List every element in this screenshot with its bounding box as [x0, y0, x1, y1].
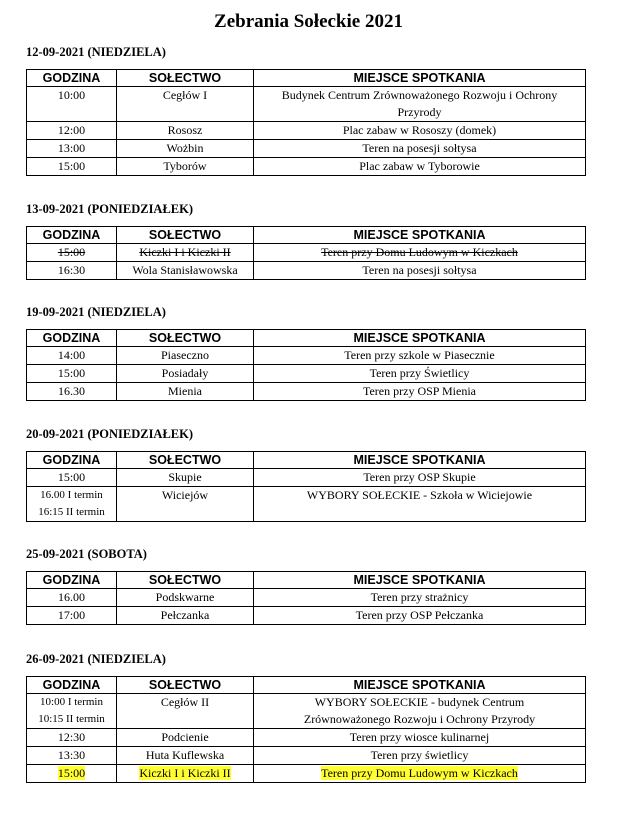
cell-time: 13:30: [27, 747, 117, 765]
meeting-section: [26, 651, 585, 783]
table-header-row: [27, 572, 586, 589]
cell-time: 15:00: [27, 365, 117, 383]
header-miejsce: MIEJSCE SPOTKANIA: [254, 70, 586, 87]
cell-village: Pełczanka: [117, 607, 254, 625]
cell-time: 16.30: [27, 383, 117, 401]
table-row: [27, 244, 586, 262]
cell-village: Podskwarne: [117, 589, 254, 607]
cell-time: 16:30: [27, 262, 117, 280]
table-row: [27, 122, 586, 140]
meeting-section: [26, 304, 585, 401]
cell-place: Teren przy Świetlicy: [254, 365, 586, 383]
table-row: [27, 469, 586, 487]
table-row: [27, 87, 586, 122]
header-miejsce: MIEJSCE SPOTKANIA: [254, 572, 586, 589]
meeting-table: [26, 226, 586, 280]
cell-place: Teren przy świetlicy: [254, 747, 586, 765]
table-row: [27, 589, 586, 607]
table-row: [27, 765, 586, 783]
cell-village: Piaseczno: [117, 347, 254, 365]
cell-time: 15:00: [27, 765, 117, 783]
table-row: [27, 365, 586, 383]
cell-place: Teren przy strażnicy: [254, 589, 586, 607]
cell-time: 17:00: [27, 607, 117, 625]
meeting-section: [26, 546, 585, 625]
header-godzina: GODZINA: [27, 677, 117, 694]
table-header-row: [27, 227, 586, 244]
cell-time: 16.00 I termin 16:15 II termin: [27, 487, 117, 522]
cell-village: Cegłów II: [117, 694, 254, 729]
cell-place: WYBORY SOŁECKIE - budynek Centrum Zrównoważonego Rozwoju i Ochrony Przyrody: [254, 694, 586, 729]
cell-place: Budynek Centrum Zrównoważonego Rozwoju i Ochrony Przyrody: [254, 87, 586, 122]
table-row: [27, 747, 586, 765]
cell-time: 12:00: [27, 122, 117, 140]
table-row: [27, 729, 586, 747]
cell-time: 15:00: [27, 469, 117, 487]
cell-village: Kiczki I i Kiczki II: [117, 244, 254, 262]
section-date: 19-09-2021 (NIEDZIELA): [26, 305, 166, 319]
cell-place: Plac zabaw w Tyborowie: [254, 158, 586, 176]
meeting-table: [26, 329, 586, 401]
section-date: 13-09-2021 (PONIEDZIAŁEK): [26, 202, 194, 216]
section-date: 26-09-2021 (NIEDZIELA): [26, 652, 166, 666]
cell-time: 16.00: [27, 589, 117, 607]
table-row: [27, 347, 586, 365]
cell-village: Podcienie: [117, 729, 254, 747]
table-row: [27, 487, 586, 522]
cell-place: Plac zabaw w Rososzy (domek): [254, 122, 586, 140]
meeting-section: [26, 201, 585, 280]
cell-place: Teren przy OSP Mienia: [254, 383, 586, 401]
cell-village: Cegłów I: [117, 87, 254, 122]
section-date: 20-09-2021 (PONIEDZIAŁEK): [26, 427, 194, 441]
header-miejsce: MIEJSCE SPOTKANIA: [254, 227, 586, 244]
meeting-section: [26, 44, 585, 176]
header-godzina: GODZINA: [27, 227, 117, 244]
cell-village: Mienia: [117, 383, 254, 401]
cell-village: Posiadały: [117, 365, 254, 383]
header-miejsce: MIEJSCE SPOTKANIA: [254, 330, 586, 347]
cell-place: Teren przy szkole w Piasecznie: [254, 347, 586, 365]
section-date: 12-09-2021 (NIEDZIELA): [26, 45, 166, 59]
cell-time: 10:00 I termin 10:15 II termin: [27, 694, 117, 729]
header-godzina: GODZINA: [27, 70, 117, 87]
table-row: [27, 383, 586, 401]
table-row: [27, 140, 586, 158]
cell-time: 14:00: [27, 347, 117, 365]
table-row: [27, 607, 586, 625]
header-godzina: GODZINA: [27, 572, 117, 589]
cell-place: Teren przy Domu Ludowym w Kiczkach: [254, 244, 586, 262]
cell-village: Wiciejów: [117, 487, 254, 522]
cell-village: Wożbin: [117, 140, 254, 158]
header-godzina: GODZINA: [27, 452, 117, 469]
header-solectwo: SOŁECTWO: [117, 572, 254, 589]
cell-place: WYBORY SOŁECKIE - Szkoła w Wiciejowie: [254, 487, 586, 522]
cell-time: 12:30: [27, 729, 117, 747]
page-title: Zebrania Sołeckie 2021: [214, 11, 403, 32]
cell-time: 15:00: [27, 158, 117, 176]
meeting-table: [26, 676, 586, 783]
cell-village: Kiczki I i Kiczki II: [117, 765, 254, 783]
cell-place: Teren przy OSP Skupie: [254, 469, 586, 487]
meeting-table: [26, 69, 586, 176]
table-row: [27, 694, 586, 729]
cell-village: Wola Stanisławowska: [117, 262, 254, 280]
meeting-table: [26, 571, 586, 625]
meeting-section: [26, 426, 585, 522]
cell-time: 13:00: [27, 140, 117, 158]
cell-place: Teren przy wiosce kulinarnej: [254, 729, 586, 747]
table-header-row: [27, 677, 586, 694]
cell-village: Huta Kuflewska: [117, 747, 254, 765]
table-header-row: [27, 330, 586, 347]
header-solectwo: SOŁECTWO: [117, 452, 254, 469]
cell-place: Teren przy OSP Pełczanka: [254, 607, 586, 625]
header-miejsce: MIEJSCE SPOTKANIA: [254, 452, 586, 469]
cell-place: Teren na posesji sołtysa: [254, 140, 586, 158]
meeting-table: [26, 451, 586, 522]
header-solectwo: SOŁECTWO: [117, 70, 254, 87]
table-header-row: [27, 70, 586, 87]
cell-time: 15:00: [27, 244, 117, 262]
header-solectwo: SOŁECTWO: [117, 677, 254, 694]
cell-village: Skupie: [117, 469, 254, 487]
table-header-row: [27, 452, 586, 469]
table-row: [27, 158, 586, 176]
cell-time: 10:00: [27, 87, 117, 122]
header-godzina: GODZINA: [27, 330, 117, 347]
header-solectwo: SOŁECTWO: [117, 330, 254, 347]
cell-village: Rososz: [117, 122, 254, 140]
header-solectwo: SOŁECTWO: [117, 227, 254, 244]
table-row: [27, 262, 586, 280]
cell-place: Teren na posesji sołtysa: [254, 262, 586, 280]
cell-place: Teren przy Domu Ludowym w Kiczkach: [254, 765, 586, 783]
header-miejsce: MIEJSCE SPOTKANIA: [254, 677, 586, 694]
cell-village: Tyborów: [117, 158, 254, 176]
section-date: 25-09-2021 (SOBOTA): [26, 547, 147, 561]
